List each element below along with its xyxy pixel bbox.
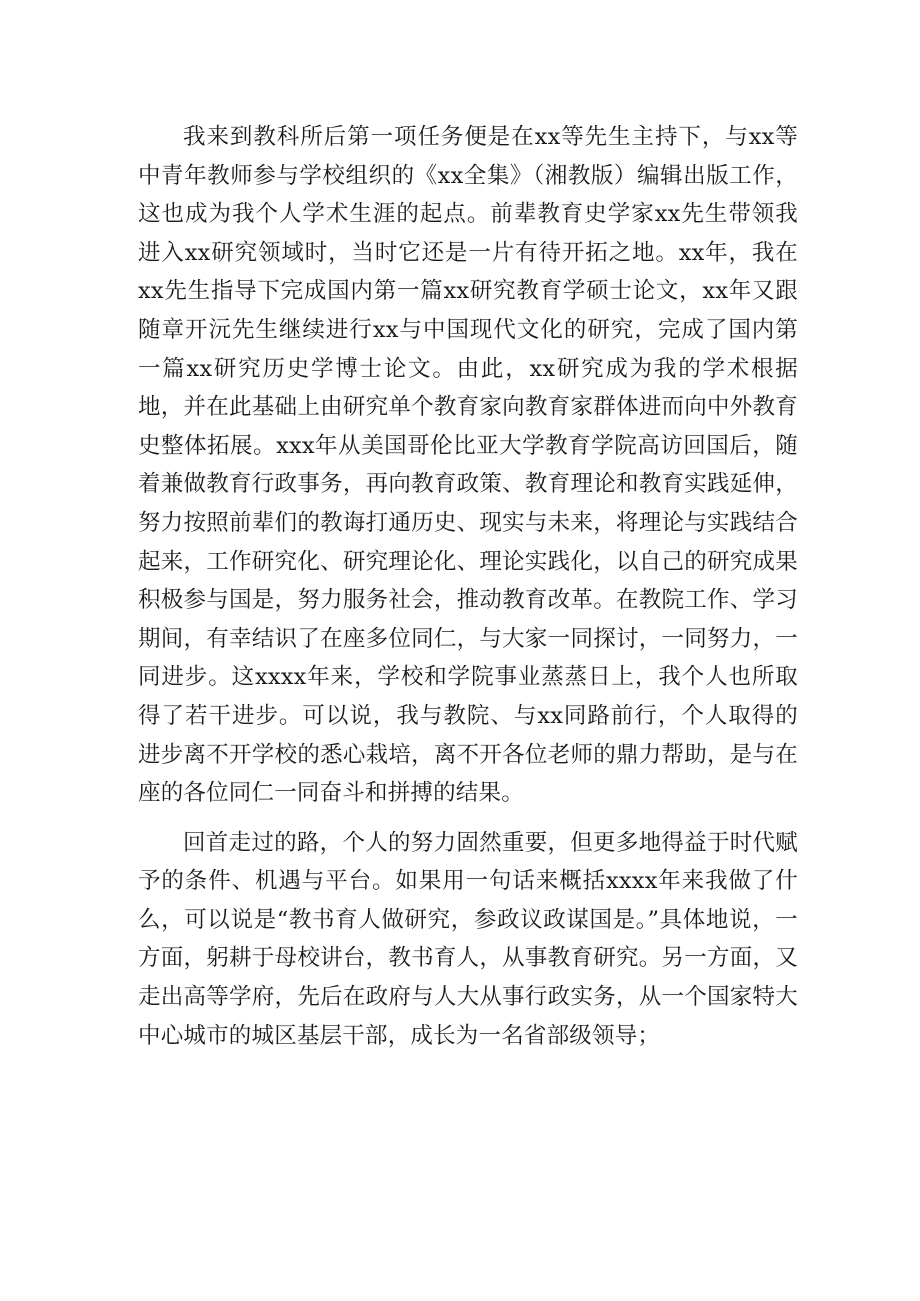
paragraph-2: 回首走过的路，个人的努力固然重要，但更多地得益于时代赋予的条件、机遇与平台。如果用一句话来概括xxxx年来我做了什么，可以说是“教书育人做研究，参政议政谋国是。”具体地说，一方面，躬耕于母校讲台，教书育人，从事教育研究。另一方面，又走出高等学府，先后在政府与人大从事行政实务，从一个国家特大中心城市的城区基层干部，成长为一名省部级领导；	[138, 829, 798, 1049]
document-body	[138, 118, 798, 1055]
paragraph-1: 我来到教科所后第一项任务便是在xx等先生主持下，与xx等中青年教师参与学校组织的《xx全集》（湘教版）编辑出版工作，这也成为我个人学术生涯的起点。前辈教育史学家xx先生带领我进入xx研究领域时，当时它还是一片有待开拓之地。xx年，我在xx先生指导下完成国内第一篇xx研究教育学硕士论文，xx年又跟随章开沅先生继续进行xx与中国现代文化的研究，完成了国内第一篇xx研究历史学博士论文。由此，xx研究成为我的学术根据地，并在此基础上由研究单个教育家向教育家群体进而向中外教育史整体拓展。xxx年从美国哥伦比亚大学教育学院高访回国后，随着兼做教育行政事务，再向教育政策、教育理论和教育实践延伸，努力按照前辈们的教诲打通历史、现实与未来，将理论与实践结合起来，工作研究化、研究理论化、理论实践化，以自己的研究成果积极参与国是，努力服务社会，推动教育改革。在教院工作、学习期间，有幸结识了在座多位同仁，与大家一同探讨，一同努力，一同进步。这xxxx年来，学校和学院事业蒸蒸日上，我个人也所取得了若干进步。可以说，我与教院、与xx同路前行，个人取得的进步离不开学校的悉心栽培，离不开各位老师的鼎力帮助，是与在座的各位同仁一同奋斗和拼搏的结果。	[138, 124, 798, 807]
